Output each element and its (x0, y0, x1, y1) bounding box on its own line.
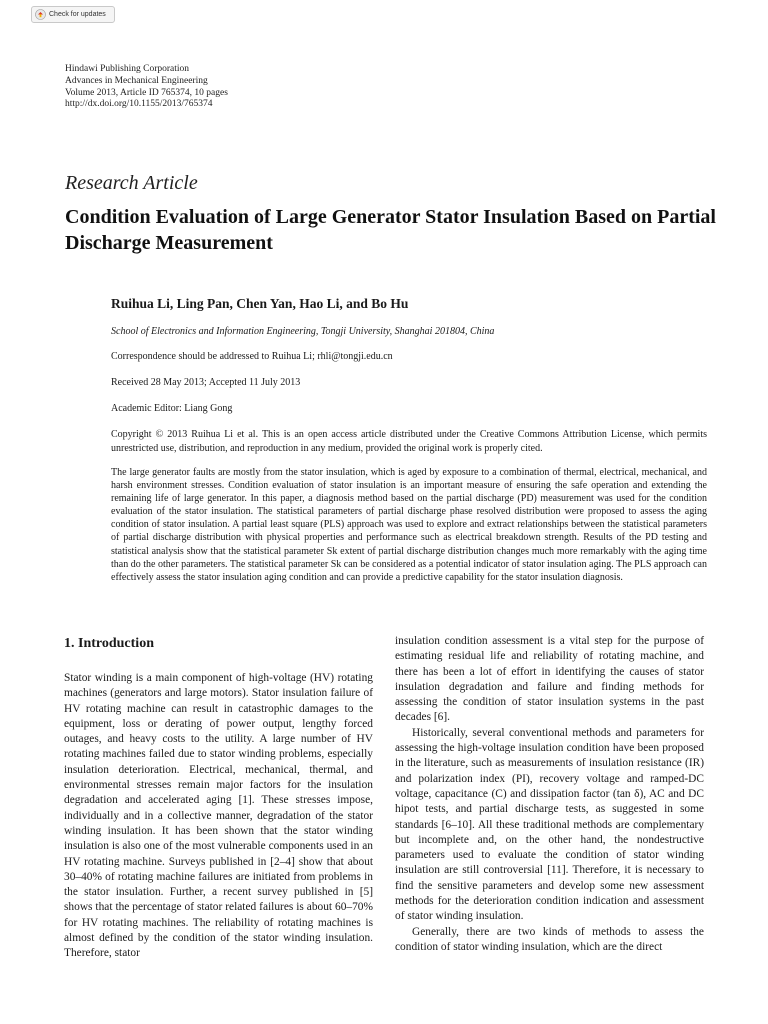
affiliation: School of Electronics and Information Engineering, Tongji University, Shanghai 201804, China (111, 326, 495, 337)
abstract: The large generator faults are mostly from the stator insulation, which is aged by exposure to a combination of thermal, electrical, mechanical, and harsh environment stresses. Condition evaluation of stator insulation is an important measure of ensuring the safe operation and extending the remaining life of large generator. In this paper, a diagnosis method based on the partial discharge (PD) measurement was used for the condition evaluation of the stator insulation. The statistical parameters of partial discharge phase resolved distribution were proposed to assess the aging condition of stator insulation. A partial least square (PLS) approach was used to explore and extract relationships between the statistical parameters of partial discharge distribution with physical properties and performance such as electrical breakdown strength. Results of the PD testing and statistical analysis show that the statistical parameter Sk extent of partial discharge distribution changes much more remarkably with the aging time than do the other parameters. The statistical parameter Sk can be considered as a potential indicator of stator insulation aging. The PLS approach can effectively assess the stator insulation aging condition and can provide a predictive capability for the stator insulation diagnosis. (111, 467, 707, 583)
author-list: Ruihua Li, Ling Pan, Chen Yan, Hao Li, and Bo Hu (111, 296, 409, 311)
update-check-icon (35, 9, 46, 20)
correspondence: Correspondence should be addressed to Ruihua Li; rhli@tongji.edu.cn (111, 351, 393, 362)
article-type: Research Article (65, 172, 198, 194)
body-paragraph: insulation condition assessment is a vital step for the purpose of estimating residual life and reliability of rotating machine, and there has been a lot of effort in identifying the causes of stator insulation degradation and failure and finding methods for assessing the condition of stator insulation systems in the past decades [6]. (395, 635, 704, 724)
body-paragraph: Stator winding is a main component of high-voltage (HV) rotating machines (generators and large motors). Stator insulation failure of HV rotating machine can result in catastrophic damages to the equipment, loss or derating of power output, lengthy forced outages, and heavy costs to the utility. A large number of HV rotating machines failed due to stator winding problems, especially insulation deterioration. Electrical, mechanical, thermal, and environmental stresses remain major factors for the insulation degradation and accelerated aging [1]. These stresses impose, individually and in a collective manner, degradation of the stator winding insulation. It has been shown that the stator winding insulation is also one of the most vulnerable components used in an HV rotating machine. Surveys published in [2–4] show that about 30–40% of rotating machine failures are initiated from problems in the stator insulation. Further, a recent survey published in [5] shows that the percentage of stator related failures is about 60–70% for HV rotating machines. The reliability of rotating machines is almost defined by the condition of the stator winding insulation. Therefore, stator (64, 672, 373, 960)
journal-line: Advances in Mechanical Engineering (65, 75, 208, 86)
right-column (395, 634, 704, 955)
left-column (64, 634, 373, 962)
paper-title: Condition Evaluation of Large Generator Stator Insulation Based on Partial Discharge Measurement (65, 206, 716, 254)
received-accepted-dates: Received 28 May 2013; Accepted 11 July 2013 (111, 377, 301, 388)
badge-label: Check for updates (49, 11, 106, 18)
academic-editor: Academic Editor: Liang Gong (111, 403, 233, 414)
section-heading: 1. Introduction (64, 636, 154, 651)
copyright-notice: Copyright © 2013 Ruihua Li et al. This is an open access article distributed under the Creative Commons Attribution License, which permits unrestricted use, distribution, and reproduction in any medium, provided the original work is properly cited. (111, 429, 707, 454)
journal-header (65, 64, 228, 111)
doi-link[interactable]: http://dx.doi.org/10.1155/2013/765374 (65, 99, 213, 110)
volume-line: Volume 2013, Article ID 765374, 10 pages (65, 87, 228, 98)
body-paragraph: Generally, there are two kinds of methods to assess the condition of stator winding insulation, which are the direct (395, 925, 704, 953)
check-for-updates-badge[interactable] (31, 6, 115, 23)
body-paragraph: Historically, several conventional methods and parameters for assessing the high-voltage insulation condition have been proposed in the literature, such as measurements of insulation resistance (IR) and polarization index (PI), recovery voltage and ramped-DC voltage, capacitance (C) and dissipation factor (tan δ), AC and DC hipot tests, and partial discharge tests, as suggested in some standards [6–10]. All these traditional methods are complementary but incomplete and, on the other hand, the nondestructive parameters used to evaluate the condition of stator winding insulation are still controversial [11]. Therefore, it is necessary to find the sensitive parameters and develop some new assessment methods for the deterioration condition indication and assessment of stator winding insulation. (395, 726, 704, 923)
publisher-line: Hindawi Publishing Corporation (65, 64, 190, 74)
